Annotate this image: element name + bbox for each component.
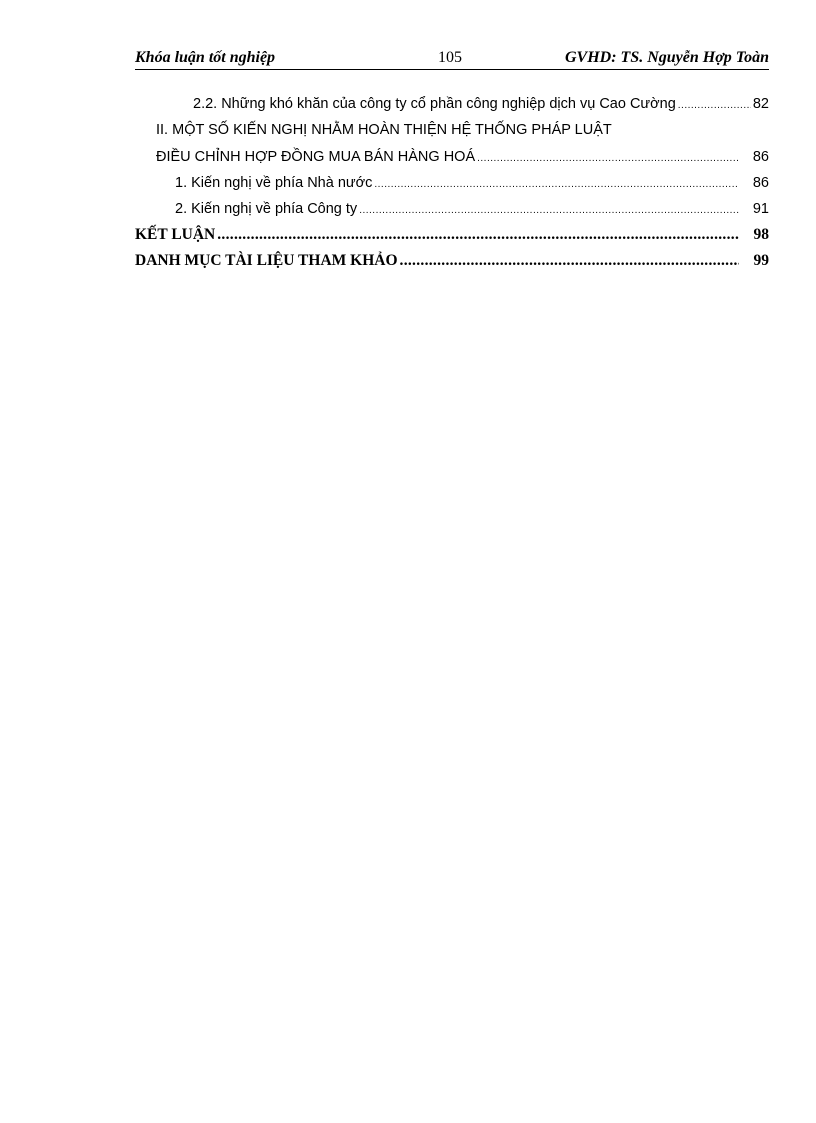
toc-entry-page: 86 <box>752 149 769 165</box>
toc-entry-label: ĐIỀU CHỈNH HỢP ĐỒNG MUA BÁN HÀNG HOÁ <box>156 149 476 165</box>
toc-dot-leader <box>359 198 739 222</box>
toc-dot-leader <box>374 172 738 196</box>
toc-entry-label: 2.2. Những khó khăn của công ty cổ phần công nghiệp dịch vụ Cao Cường <box>193 96 676 112</box>
toc-entry-page: 82 <box>752 96 769 112</box>
header-page-number: 105 <box>438 49 462 66</box>
header-supervisor: GVHD: TS. Nguyễn Hợp Toàn <box>564 49 769 66</box>
toc-dot-leader <box>400 250 739 272</box>
toc-entry[interactable] <box>156 146 769 168</box>
toc-entry-page: 99 <box>753 252 769 269</box>
toc-entry-label: DANH MỤC TÀI LIỆU THAM KHẢO <box>135 252 398 269</box>
toc-dot-leader <box>477 146 739 170</box>
header-thesis-title: Khóa luận tốt nghiệp <box>135 49 276 66</box>
toc-entry[interactable] <box>193 93 769 115</box>
toc-entry-page: 86 <box>752 175 769 191</box>
toc-entry-label: II. MỘT SỐ KIẾN NGHỊ NHẰM HOÀN THIỆN HỆ THỐNG PHÁP LUẬT <box>156 122 612 138</box>
toc-dot-leader <box>217 224 739 246</box>
page-header <box>135 49 769 70</box>
toc-entry-label: 1. Kiến nghị về phía Nhà nước <box>175 175 373 191</box>
toc-dot-leader <box>678 93 751 117</box>
toc-entry[interactable] <box>135 250 769 272</box>
toc-entry-page: 98 <box>753 226 769 243</box>
toc-entry-label: KẾT LUẬN <box>135 226 216 243</box>
toc-entry[interactable] <box>156 119 769 141</box>
toc-entry-label: 2. Kiến nghị về phía Công ty <box>175 201 358 217</box>
toc-entry[interactable] <box>175 172 769 194</box>
toc-entry[interactable] <box>135 224 769 246</box>
toc-entry-page: 91 <box>752 201 769 217</box>
toc-entry[interactable] <box>175 198 769 220</box>
